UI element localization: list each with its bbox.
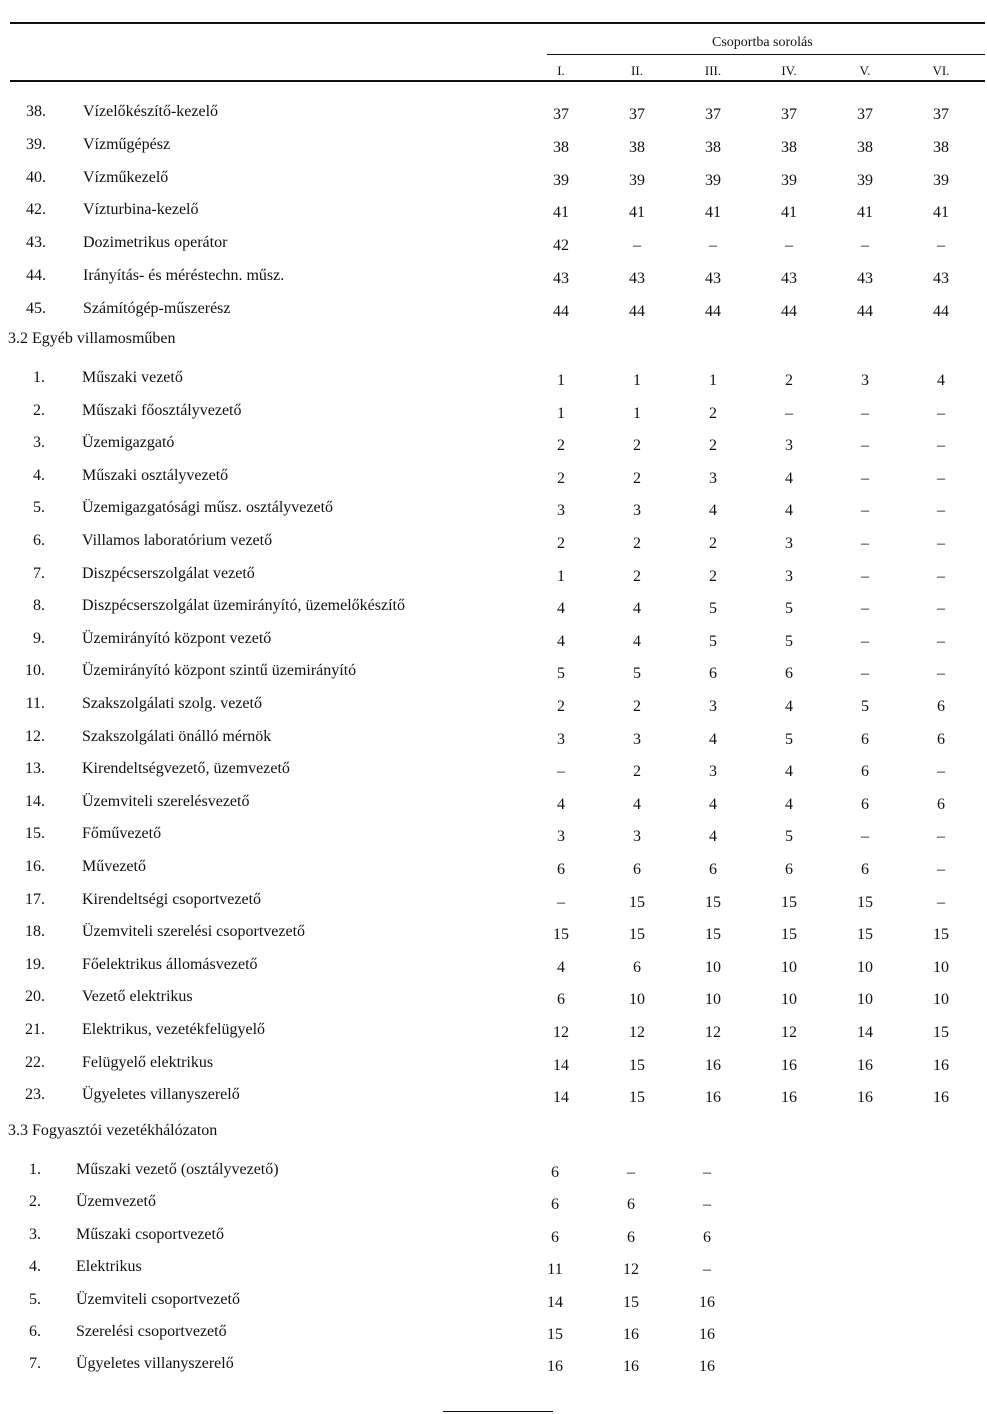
row-name: Főelektrikus állomásvezető	[82, 956, 258, 973]
row-value: 2	[633, 698, 641, 715]
row-value: 6	[709, 665, 717, 682]
row-value: 3	[861, 372, 869, 389]
row-name: Művezető	[82, 858, 146, 875]
row-value: 37	[933, 106, 949, 123]
row-value: –	[937, 437, 945, 454]
row-name: Üzemigazgató	[82, 434, 175, 451]
row-value: 3	[633, 731, 641, 748]
row-number: 16.	[25, 858, 45, 875]
row-name: Vízelőkészítő-kezelő	[83, 103, 219, 120]
row-value: 4	[709, 796, 717, 813]
row-value: 6	[557, 861, 565, 878]
row-value: –	[861, 600, 869, 617]
row-value: 16	[933, 1089, 949, 1106]
group-header: Csoportba sorolás	[712, 35, 813, 50]
row-value: 6	[633, 861, 641, 878]
row-value: –	[633, 237, 641, 254]
row-name: Elektrikus, vezetékfelügyelő	[82, 1021, 266, 1038]
row-value: 16	[857, 1089, 873, 1106]
row-value: 15	[705, 926, 721, 943]
row-value: 2	[785, 372, 793, 389]
row-value: 10	[781, 991, 797, 1008]
row-name: Üzemviteli szerelési csoportvezető	[82, 923, 306, 940]
row-value: 6	[557, 991, 565, 1008]
row-value: –	[861, 237, 869, 254]
row-value: 3	[709, 698, 717, 715]
row-value: 15	[781, 926, 797, 943]
row-value: 14	[553, 1057, 569, 1074]
row-value: 4	[709, 828, 717, 845]
row-value: 16	[699, 1294, 715, 1311]
column-header: III.	[704, 63, 722, 78]
row-value: 6	[709, 861, 717, 878]
row-value: 5	[785, 600, 793, 617]
row-value: 10	[705, 959, 721, 976]
column-header: II.	[631, 63, 643, 78]
row-value: 3	[709, 763, 717, 780]
row-name: Számítógép-műszerész	[83, 300, 231, 317]
row-value: 37	[857, 106, 873, 123]
row-value: –	[557, 763, 565, 780]
row-value: 12	[629, 1024, 645, 1041]
row-value: 12	[781, 1024, 797, 1041]
row-value: 41	[781, 204, 797, 221]
row-value: 37	[705, 106, 721, 123]
row-name: Diszpécserszolgálat üzemirányító, üzemelőkészítő	[82, 597, 405, 614]
row-value: –	[937, 237, 945, 254]
row-value: 3	[557, 502, 565, 519]
row-value: –	[861, 535, 869, 552]
row-value: 16	[781, 1089, 797, 1106]
top-rule	[10, 22, 985, 24]
row-number: 10.	[25, 662, 45, 679]
row-value: 15	[781, 894, 797, 911]
column-header: IV.	[781, 63, 797, 78]
row-number: 42.	[26, 201, 46, 218]
row-value: 5	[785, 828, 793, 845]
row-value: 41	[553, 204, 569, 221]
row-value: 15	[705, 894, 721, 911]
row-value: 1	[557, 372, 565, 389]
row-value: 6	[937, 796, 945, 813]
row-value: 38	[781, 139, 797, 156]
row-name: Üzemirányító központ vezető	[82, 630, 272, 647]
row-value: 16	[705, 1057, 721, 1074]
row-value: 6	[861, 763, 869, 780]
row-value: 16	[933, 1057, 949, 1074]
row-number: 3.	[33, 434, 45, 451]
row-name: Irányítás- és méréstechn. műsz.	[83, 267, 285, 284]
row-value: 6	[703, 1229, 711, 1246]
row-name: Diszpécserszolgálat vezető	[82, 565, 255, 582]
row-value: 2	[709, 568, 717, 585]
row-value: 1	[557, 568, 565, 585]
row-value: 2	[633, 470, 641, 487]
row-value: 3	[557, 828, 565, 845]
row-value: 15	[857, 926, 873, 943]
row-number: 19.	[25, 956, 45, 973]
section-title: 3.3 Fogyasztói vezetékhálózaton	[8, 1122, 218, 1139]
row-number: 1.	[29, 1161, 41, 1178]
row-value: 44	[629, 303, 645, 320]
row-name: Üzemirányító központ szintű üzemirányító	[82, 662, 357, 679]
row-value: 4	[557, 796, 565, 813]
row-value: –	[703, 1196, 711, 1213]
row-value: –	[937, 405, 945, 422]
row-number: 2.	[29, 1193, 41, 1210]
row-value: 2	[557, 535, 565, 552]
row-name: Szerelési csoportvezető	[76, 1323, 227, 1340]
row-value: 4	[709, 731, 717, 748]
row-value: 15	[629, 1057, 645, 1074]
row-value: 16	[547, 1358, 563, 1375]
row-value: 3	[785, 535, 793, 552]
row-value: 5	[557, 665, 565, 682]
row-value: 12	[623, 1261, 639, 1278]
row-value: 15	[629, 1089, 645, 1106]
row-value: 43	[553, 270, 569, 287]
row-value: –	[703, 1164, 711, 1181]
row-value: 41	[857, 204, 873, 221]
row-name: Vízműgépész	[83, 136, 171, 153]
row-value: –	[937, 633, 945, 650]
row-value: 2	[709, 405, 717, 422]
row-number: 9.	[33, 630, 45, 647]
row-value: 43	[705, 270, 721, 287]
row-value: –	[861, 405, 869, 422]
row-value: 5	[785, 633, 793, 650]
row-name: Műszaki vezető (osztályvezető)	[76, 1161, 279, 1178]
row-value: 6	[627, 1229, 635, 1246]
row-value: 1	[709, 372, 717, 389]
row-value: 5	[709, 633, 717, 650]
row-value: –	[861, 828, 869, 845]
row-value: –	[937, 828, 945, 845]
row-value: 2	[633, 535, 641, 552]
row-number: 8.	[33, 597, 45, 614]
row-value: –	[627, 1164, 635, 1181]
row-value: 1	[557, 405, 565, 422]
row-value: 1	[633, 405, 641, 422]
row-name: Műszaki osztályvezető	[82, 467, 229, 484]
row-number: 4.	[29, 1258, 41, 1275]
row-value: 12	[705, 1024, 721, 1041]
row-number: 7.	[29, 1355, 41, 1372]
row-number: 15.	[25, 825, 45, 842]
row-value: 16	[699, 1326, 715, 1343]
row-value: 3	[633, 828, 641, 845]
row-value: –	[861, 633, 869, 650]
row-number: 44.	[26, 267, 46, 284]
column-header: VI.	[932, 63, 950, 78]
row-number: 17.	[25, 891, 45, 908]
row-number: 18.	[25, 923, 45, 940]
row-number: 4.	[33, 467, 45, 484]
row-number: 3.	[29, 1226, 41, 1243]
row-value: 4	[557, 959, 565, 976]
row-name: Műszaki főosztályvezető	[82, 402, 242, 419]
row-value: 2	[633, 437, 641, 454]
row-value: 38	[705, 139, 721, 156]
row-value: 6	[551, 1229, 559, 1246]
row-value: 15	[629, 926, 645, 943]
row-value: 4	[633, 796, 641, 813]
row-value: 5	[785, 731, 793, 748]
row-value: 41	[933, 204, 949, 221]
row-value: 15	[547, 1326, 563, 1343]
row-number: 21.	[25, 1021, 45, 1038]
row-number: 13.	[25, 760, 45, 777]
row-value: 43	[857, 270, 873, 287]
row-value: –	[861, 437, 869, 454]
row-value: 6	[551, 1196, 559, 1213]
row-name: Vízműkezelő	[83, 169, 169, 186]
row-value: 38	[857, 139, 873, 156]
row-number: 6.	[33, 532, 45, 549]
row-value: 15	[553, 926, 569, 943]
row-value: 44	[933, 303, 949, 320]
row-value: 39	[629, 172, 645, 189]
row-value: 41	[629, 204, 645, 221]
row-value: 1	[633, 372, 641, 389]
row-value: 39	[857, 172, 873, 189]
row-value: 4	[557, 633, 565, 650]
row-value: –	[937, 600, 945, 617]
row-value: 16	[705, 1089, 721, 1106]
row-name: Műszaki vezető	[82, 369, 183, 386]
row-name: Üzemviteli szerelésvezető	[82, 793, 250, 810]
row-name: Szakszolgálati szolg. vezető	[82, 695, 262, 712]
row-value: –	[709, 237, 717, 254]
row-value: –	[861, 665, 869, 682]
row-value: 2	[633, 763, 641, 780]
row-value: 4	[937, 372, 945, 389]
row-value: 3	[785, 437, 793, 454]
row-name: Üzemigazgatósági műsz. osztályvezető	[82, 499, 334, 516]
row-value: 3	[709, 470, 717, 487]
row-number: 39.	[26, 136, 46, 153]
row-value: 5	[709, 600, 717, 617]
row-name: Vízturbina-kezelő	[83, 201, 199, 218]
row-value: 37	[553, 106, 569, 123]
row-value: 39	[781, 172, 797, 189]
row-value: 2	[557, 437, 565, 454]
column-header: V.	[859, 63, 871, 78]
row-value: 4	[633, 633, 641, 650]
row-value: 4	[557, 600, 565, 617]
row-value: 37	[781, 106, 797, 123]
row-value: 14	[547, 1294, 563, 1311]
row-value: 2	[709, 535, 717, 552]
row-value: –	[937, 568, 945, 585]
row-value: 39	[933, 172, 949, 189]
row-name: Felügyelő elektrikus	[82, 1054, 214, 1071]
row-value: 10	[629, 991, 645, 1008]
row-value: 3	[633, 502, 641, 519]
row-value: 6	[627, 1196, 635, 1213]
row-value: 4	[785, 502, 793, 519]
row-value: 15	[933, 1024, 949, 1041]
row-name: Üzemvezető	[76, 1193, 156, 1210]
row-value: –	[937, 535, 945, 552]
row-value: –	[785, 405, 793, 422]
row-value: 15	[629, 894, 645, 911]
footnote-rule	[443, 1411, 553, 1412]
row-value: 4	[785, 698, 793, 715]
row-value: 6	[861, 861, 869, 878]
row-value: –	[937, 894, 945, 911]
row-value: –	[861, 502, 869, 519]
row-value: 10	[933, 959, 949, 976]
row-value: –	[703, 1261, 711, 1278]
row-value: 10	[705, 991, 721, 1008]
row-number: 38.	[26, 103, 46, 120]
row-number: 14.	[25, 793, 45, 810]
row-value: 6	[937, 698, 945, 715]
row-value: 5	[633, 665, 641, 682]
row-value: –	[937, 665, 945, 682]
row-value: 6	[861, 796, 869, 813]
row-value: 5	[861, 698, 869, 715]
row-value: 6	[785, 665, 793, 682]
row-name: Villamos laboratórium vezető	[82, 532, 273, 549]
row-value: 44	[553, 303, 569, 320]
row-number: 5.	[29, 1291, 41, 1308]
row-value: 10	[933, 991, 949, 1008]
row-number: 22.	[25, 1054, 45, 1071]
row-value: 43	[933, 270, 949, 287]
row-value: 4	[785, 763, 793, 780]
row-value: 14	[553, 1089, 569, 1106]
row-value: –	[861, 568, 869, 585]
row-value: 12	[553, 1024, 569, 1041]
row-value: 2	[557, 470, 565, 487]
row-value: 38	[629, 139, 645, 156]
row-value: 16	[699, 1358, 715, 1375]
row-number: 5.	[33, 499, 45, 516]
row-name: Üzemviteli csoportvezető	[76, 1291, 240, 1308]
row-value: 39	[553, 172, 569, 189]
row-value: 3	[785, 568, 793, 585]
row-value: 38	[933, 139, 949, 156]
row-value: 6	[785, 861, 793, 878]
row-value: –	[861, 470, 869, 487]
row-number: 6.	[29, 1323, 41, 1340]
row-number: 43.	[26, 234, 46, 251]
row-name: Vezető elektrikus	[82, 988, 193, 1005]
row-name: Kirendeltségvezető, üzemvezető	[82, 760, 290, 777]
row-value: 39	[705, 172, 721, 189]
row-value: 14	[857, 1024, 873, 1041]
row-value: 44	[857, 303, 873, 320]
row-value: 37	[629, 106, 645, 123]
row-value: 4	[633, 600, 641, 617]
section-title: 3.2 Egyéb villamosműben	[8, 330, 176, 347]
row-value: –	[937, 502, 945, 519]
row-number: 20.	[25, 988, 45, 1005]
row-value: 2	[709, 437, 717, 454]
row-number: 45.	[26, 300, 46, 317]
row-value: 4	[709, 502, 717, 519]
row-value: 2	[633, 568, 641, 585]
row-number: 7.	[33, 565, 45, 582]
row-value: 43	[781, 270, 797, 287]
row-value: 10	[781, 959, 797, 976]
row-value: 16	[623, 1358, 639, 1375]
row-number: 2.	[33, 402, 45, 419]
row-value: 16	[623, 1326, 639, 1343]
row-number: 1.	[33, 369, 45, 386]
row-number: 40.	[26, 169, 46, 186]
row-value: 10	[857, 991, 873, 1008]
row-value: –	[785, 237, 793, 254]
row-value: 6	[861, 731, 869, 748]
row-name: Főművezető	[82, 825, 162, 842]
row-value: 44	[705, 303, 721, 320]
header-bottom-rule	[10, 80, 985, 82]
row-value: –	[937, 861, 945, 878]
row-value: 6	[633, 959, 641, 976]
row-value: 41	[705, 204, 721, 221]
row-number: 12.	[25, 728, 45, 745]
row-name: Elektrikus	[76, 1258, 142, 1275]
row-value: 6	[551, 1164, 559, 1181]
row-number: 23.	[25, 1086, 45, 1103]
row-value: 3	[557, 731, 565, 748]
row-value: –	[557, 894, 565, 911]
row-value: 4	[785, 796, 793, 813]
row-value: 2	[557, 698, 565, 715]
row-value: 44	[781, 303, 797, 320]
row-name: Ügyeletes villanyszerelő	[76, 1355, 234, 1372]
group-header-rule	[547, 54, 985, 55]
row-value: 15	[623, 1294, 639, 1311]
row-value: 11	[547, 1261, 563, 1278]
row-number: 11.	[25, 695, 45, 712]
row-value: 4	[785, 470, 793, 487]
row-name: Dozimetrikus operátor	[83, 234, 228, 251]
row-value: 6	[937, 731, 945, 748]
row-value: 10	[857, 959, 873, 976]
row-value: 38	[553, 139, 569, 156]
row-value: 43	[629, 270, 645, 287]
row-value: 15	[857, 894, 873, 911]
row-value: 42	[553, 237, 569, 254]
row-name: Szakszolgálati önálló mérnök	[82, 728, 272, 745]
row-name: Kirendeltségi csoportvezető	[82, 891, 262, 908]
row-name: Műszaki csoportvezető	[76, 1226, 224, 1243]
row-name: Ügyeletes villanyszerelő	[82, 1086, 240, 1103]
row-value: 16	[781, 1057, 797, 1074]
column-header: I.	[557, 63, 565, 78]
row-value: –	[937, 763, 945, 780]
row-value: 16	[857, 1057, 873, 1074]
row-value: –	[937, 470, 945, 487]
row-value: 15	[933, 926, 949, 943]
